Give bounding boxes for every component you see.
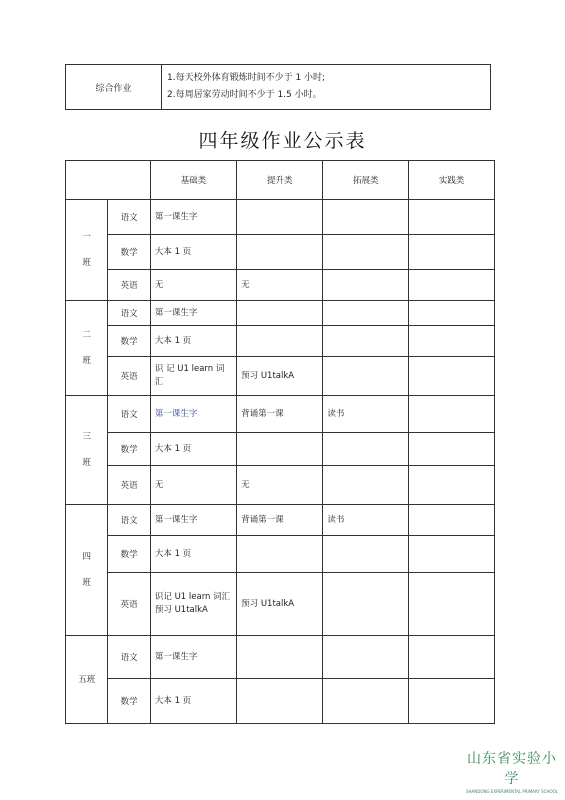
class-name-cell: 三 班: [66, 396, 108, 505]
homework-cell: [409, 200, 495, 235]
homework-cell: 背诵第一课: [237, 396, 323, 433]
homework-cell: 第一课生字: [150, 505, 236, 536]
subject-cell: 英语: [108, 466, 150, 505]
homework-cell: 无: [237, 270, 323, 301]
homework-cell: [409, 270, 495, 301]
homework-cell: [237, 679, 323, 724]
homework-cell: [237, 235, 323, 270]
subject-cell: 语文: [108, 636, 150, 679]
school-logo-cn: 山东省实验小学: [467, 751, 557, 787]
homework-cell: 大本 1 页: [150, 679, 236, 724]
homework-cell: [409, 235, 495, 270]
page-title: 四年级作业公示表: [198, 130, 367, 152]
homework-cell: [323, 270, 409, 301]
homework-cell: [323, 573, 409, 636]
general-homework-line: 1.每天校外体育锻炼时间不少于 1 小时;: [167, 73, 326, 83]
general-homework-label: 综合作业: [66, 65, 162, 110]
table-row: [66, 636, 495, 679]
homework-cell: [409, 679, 495, 724]
general-homework-line: 2.每周居家劳动时间不少于 1.5 小时。: [167, 90, 322, 100]
subject-cell: 数学: [108, 235, 150, 270]
homework-cell: 第一课生字: [150, 301, 236, 326]
homework-cell: [323, 357, 409, 396]
homework-cell: [409, 433, 495, 466]
homework-cell: [237, 536, 323, 573]
table-row: [66, 301, 495, 326]
homework-cell: [409, 505, 495, 536]
general-homework-table: [65, 64, 491, 110]
homework-cell: 大本 1 页: [150, 433, 236, 466]
subject-cell: 数学: [108, 433, 150, 466]
table-row: [66, 679, 495, 724]
table-row: [66, 326, 495, 357]
table-row: [66, 573, 495, 636]
homework-cell: 读书: [323, 396, 409, 433]
homework-cell: [409, 536, 495, 573]
homework-cell: [237, 326, 323, 357]
subject-cell: 英语: [108, 573, 150, 636]
header-row: [66, 161, 495, 200]
homework-cell: 大本 1 页: [150, 536, 236, 573]
header-cell-blank: [66, 161, 151, 200]
subject-cell: 数学: [108, 679, 150, 724]
school-logo-en: SHANDONG EXPERIMENTAL PRIMARY SCHOOL: [465, 789, 559, 794]
homework-cell: [323, 636, 409, 679]
table-row: [66, 505, 495, 536]
homework-cell: 预习 U1talkA: [237, 357, 323, 396]
homework-cell: [409, 573, 495, 636]
homework-cell: [237, 636, 323, 679]
subject-cell: 语文: [108, 396, 150, 433]
homework-cell: [323, 433, 409, 466]
homework-cell: 背诵第一课: [237, 505, 323, 536]
homework-cell: [237, 433, 323, 466]
table-row: [66, 396, 495, 433]
homework-cell: [409, 636, 495, 679]
homework-cell: [409, 301, 495, 326]
table-row: [66, 200, 495, 235]
homework-cell: [409, 357, 495, 396]
homework-cell: [237, 200, 323, 235]
homework-cell: [409, 396, 495, 433]
subject-cell: 英语: [108, 270, 150, 301]
table-row: [66, 270, 495, 301]
class-name-cell: 四 班: [66, 505, 108, 636]
homework-cell: 大本 1 页: [150, 235, 236, 270]
subject-cell: 英语: [108, 357, 150, 396]
subject-cell: 数学: [108, 536, 150, 573]
header-cell-extended: 拓展类: [323, 161, 409, 200]
homework-cell: 无: [150, 270, 236, 301]
header-cell-basic: 基础类: [150, 161, 236, 200]
homework-cell: 无: [237, 466, 323, 505]
homework-cell: [323, 235, 409, 270]
homework-cell: [323, 326, 409, 357]
school-logo: [462, 748, 562, 794]
subject-cell: 数学: [108, 326, 150, 357]
table-row: [66, 433, 495, 466]
homework-cell: 预习 U1talkA: [237, 573, 323, 636]
homework-cell: [323, 466, 409, 505]
homework-cell: [409, 326, 495, 357]
homework-cell: 识记 U1 learn 词汇 预习 U1talkA: [150, 573, 236, 636]
homework-cell: 识 记 U1 learn 词汇: [150, 357, 236, 396]
homework-cell: 第一课生字: [150, 200, 236, 235]
class-name-cell: 二 班: [66, 301, 108, 396]
homework-cell: [323, 679, 409, 724]
homework-cell: 读书: [323, 505, 409, 536]
header-cell-practice: 实践类: [409, 161, 495, 200]
table-row: [66, 357, 495, 396]
general-homework-content: [162, 65, 491, 110]
class-name-cell: 一 班: [66, 200, 108, 301]
homework-cell: 第一课生字: [150, 636, 236, 679]
homework-cell: 第一课生字: [150, 396, 236, 433]
homework-cell: [409, 466, 495, 505]
table-row: [66, 235, 495, 270]
homework-cell: [237, 301, 323, 326]
homework-cell: 大本 1 页: [150, 326, 236, 357]
table-row: [66, 466, 495, 505]
homework-cell: [323, 301, 409, 326]
homework-cell: [323, 200, 409, 235]
table-row: [66, 536, 495, 573]
homework-cell: 无: [150, 466, 236, 505]
subject-cell: 语文: [108, 301, 150, 326]
class-name-cell: 五班: [66, 636, 108, 724]
subject-cell: 语文: [108, 200, 150, 235]
header-cell-advanced: 提升类: [237, 161, 323, 200]
homework-cell: [323, 536, 409, 573]
subject-cell: 语文: [108, 505, 150, 536]
homework-table: [65, 160, 495, 724]
